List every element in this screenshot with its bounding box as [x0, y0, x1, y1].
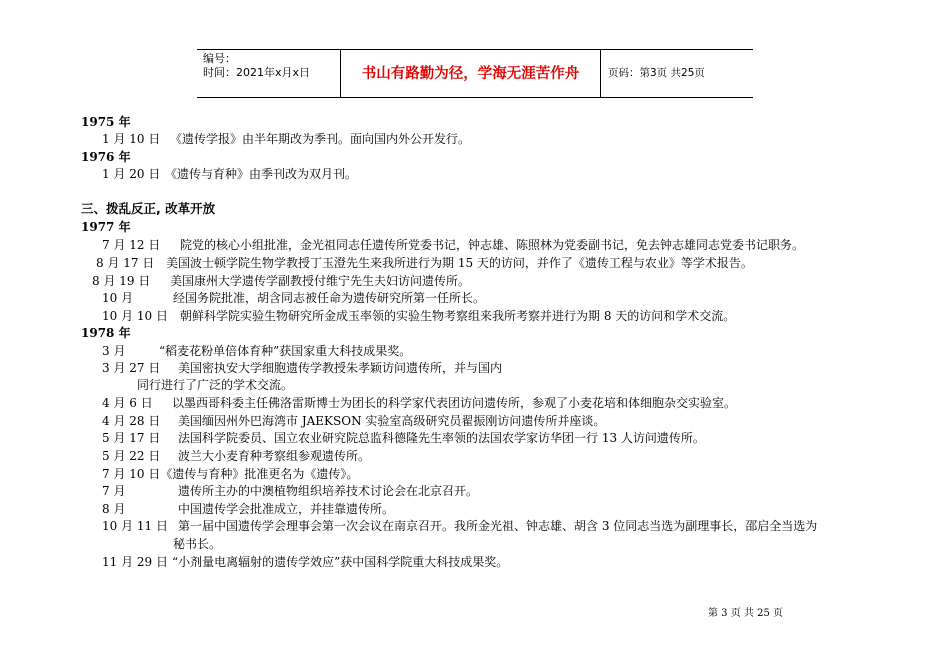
page-header: [197, 49, 753, 98]
header-meta: [197, 50, 341, 97]
event-date: 7 月 12 日: [102, 238, 161, 252]
year-heading-1977: 1977 年: [81, 220, 131, 234]
event-text: 经国务院批准，胡含同志被任命为遗传研究所第一任所长。: [173, 291, 486, 305]
event-text: “稻麦花粉单倍体育种”获国家重大科技成果奖。: [159, 344, 412, 358]
time-label: 时间：2021年x月x日: [203, 66, 311, 79]
event-date: 10 月 11 日: [102, 519, 168, 533]
event-date: 1 月 20 日: [102, 167, 161, 181]
event-text: 美国密执安大学细胞遗传学教授朱孝颖访问遗传所，并与国内: [178, 361, 503, 375]
event-text: “小剂量电离辐射的遗传学效应”获中国科学院重大科技成果奖。: [172, 555, 509, 569]
event-text: 波兰大小麦育种考察组参观遗传所。: [178, 449, 371, 463]
event-date: 7 月: [102, 484, 126, 498]
page-footer: 第 3 页 共 25 页: [708, 608, 783, 619]
event-text: 7 月 10 日《遗传与育种》批准更名为《遗传》。: [102, 467, 359, 481]
year-heading-1976: 1976 年: [81, 150, 131, 164]
event-text: 美国缅因州外巴海湾市 JAEKSON 实验室高级研究员翟振刚访问遗传所并座谈。: [178, 414, 606, 428]
event-text: 院党的核心小组批准，金光祖同志任遗传所党委书记，钟志雄、陈照林为党委副书记，免去钟志雄同志党委书记职务。: [180, 238, 805, 252]
header-page-label: 页码：第3页 共25页: [608, 67, 705, 79]
event-text: 遗传所主办的中澳植物组织培养技术讨论会在北京召开。: [178, 484, 479, 498]
event-text: 美国波士顿学院生物学教授丁玉澄先生来我所进行为期 15 天的访问，并作了《遗传工程与农业》等学术报告。: [166, 256, 753, 270]
section-heading: 三、拨乱反正, 改革开放: [81, 201, 216, 216]
event-date: 10 月: [102, 291, 134, 305]
event-text: 中国遗传学会批准成立，并挂靠遗传所。: [178, 502, 395, 516]
event-date: 11 月 29 日: [102, 555, 168, 569]
event-text: 朝鲜科学院实验生物研究所金成玉率领的实验生物考察组来我所考察并进行为期 8 天的访问和学术交流。: [180, 309, 736, 323]
event-date: 5 月 22 日: [102, 449, 161, 463]
event-text: 法国科学院委员、国立农业研究院总监科德隆先生率领的法国农学家访华团一行 13 人访问遗传所。: [178, 431, 705, 445]
event-date: 8 月 17 日: [96, 256, 155, 270]
event-date: 4 月 28 日: [102, 414, 161, 428]
event-date: 1 月 10 日: [102, 132, 161, 146]
year-heading-1975: 1975 年: [81, 115, 131, 129]
event-date: 8 月: [102, 502, 126, 516]
event-date: 5 月 17 日: [102, 431, 161, 445]
event-text: 以墨西哥科委主任佛洛雷斯博士为团长的科学家代表团访问遗传所，参观了小麦花培和体细胞杂交实验室。: [172, 396, 737, 410]
event-text: 《遗传学报》由半年期改为季刊。面向国内外公开发行。: [170, 132, 471, 146]
header-motto: 书山有路勤为径，学海无涯苦作舟: [341, 50, 601, 97]
event-date: 3 月: [102, 344, 126, 358]
event-text: 第一届中国遗传学会理事会第一次会议在南京召开。我所金光祖、钟志雄、胡含 3 位同志当选为副理事长，邵启全当选为: [178, 519, 818, 533]
year-heading-1978: 1978 年: [81, 326, 131, 340]
event-text-continued: 同行进行了广泛的学术交流。: [137, 378, 294, 392]
event-date: 4 月 6 日: [102, 396, 153, 410]
event-text: 美国康州大学遗传学副教授付维宁先生夫妇访问遗传所。: [170, 274, 471, 288]
event-text: 《遗传与育种》由季刊改为双月刊。: [165, 167, 358, 181]
event-date: 10 月 10 日: [102, 309, 168, 323]
event-date: 8 月 19 日: [92, 274, 151, 288]
event-date: 3 月 27 日: [102, 361, 161, 375]
event-text-continued: 秘书长。: [173, 537, 222, 551]
number-label: 编号：: [203, 52, 236, 65]
